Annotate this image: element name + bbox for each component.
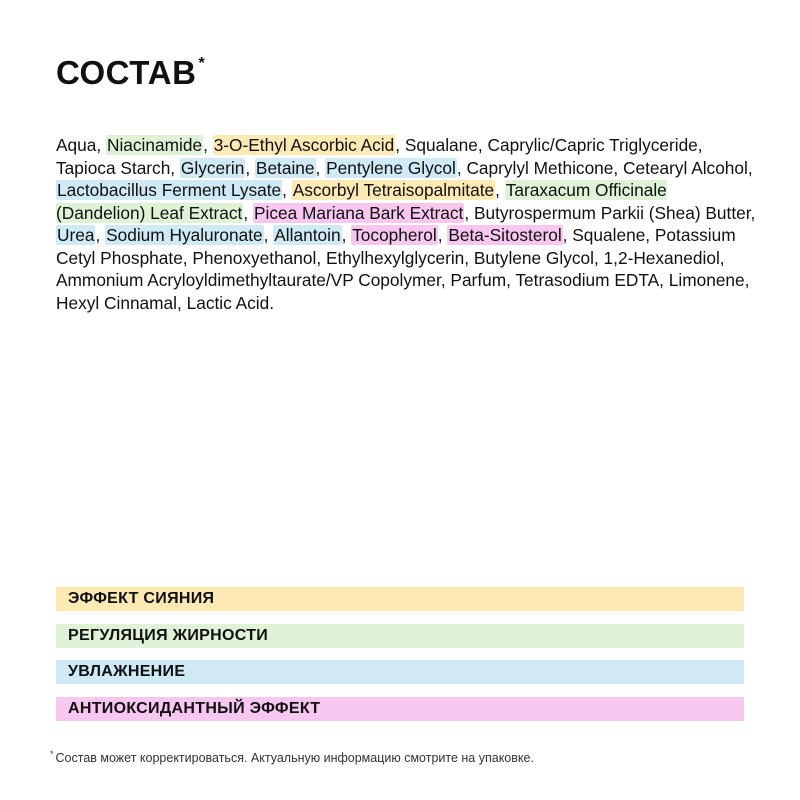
- ingredient-highlight-oil-control: Niacinamide: [106, 135, 203, 155]
- ingredient-text: ,: [243, 202, 253, 223]
- ingredient-highlight-radiance: 3-O-Ethyl Ascorbic Acid: [213, 135, 395, 155]
- page-title: [56, 48, 205, 93]
- ingredient-text: , Butyrospermum Parkii (Shea) Butter,: [464, 202, 756, 223]
- ingredient-text: , Squalene, Potassium Cetyl Phosphate, Phenoxyethanol, Ethylhexylglycerin, Butylene Glycol, 1,2-Hexanediol, Ammonium Acryloyldimethyltaurate/VP Copolymer, Parfum, Tetrasodium EDTA, Limonene, Hexyl Cinnamal, Lactic Acid.: [56, 225, 750, 313]
- ingredient-text: ,: [95, 225, 106, 245]
- legend-label: АНТИОКСИДАНТНЫЙ ЭФФЕКТ: [68, 699, 321, 717]
- ingredient-highlight-hydration: Pentylene Glycol: [326, 157, 456, 178]
- legend-item-oil-control: [56, 624, 744, 648]
- footnote-text: Состав может корректироваться. Актуальную информацию смотрите на упаковке.: [55, 751, 534, 766]
- ingredient-text: ,: [341, 225, 352, 245]
- ingredient-highlight-hydration: Glycerin: [180, 157, 245, 178]
- ingredient-highlight-antioxidant: Picea Mariana Bark Extract: [253, 202, 464, 223]
- ingredient-highlight-oil-control: Taraxacum Officinale (Dandelion) Leaf Extract: [56, 180, 667, 223]
- ingredient-text: ,: [315, 157, 326, 178]
- ingredient-text: Aqua: [56, 135, 97, 155]
- legend-label: РЕГУЛЯЦИЯ ЖИРНОСТИ: [68, 626, 269, 644]
- legend: [56, 587, 744, 733]
- ingredient-highlight-hydration: Allantoin: [274, 225, 341, 245]
- ingredient-text: ,: [263, 225, 274, 245]
- title-asterisk: *: [198, 55, 206, 72]
- legend-label: ЭФФЕКТ СИЯНИЯ: [68, 590, 215, 607]
- ingredient-text: ,: [245, 157, 255, 178]
- ingredient-text: ,: [495, 180, 505, 200]
- legend-item-radiance: [56, 587, 744, 611]
- ingredient-highlight-hydration: Lactobacillus Ferment Lysate: [57, 180, 282, 200]
- legend-item-hydration: [56, 660, 744, 684]
- title-text: СОСТАВ: [56, 54, 197, 91]
- legend-label: УВЛАЖНЕНИЕ: [68, 663, 186, 680]
- ingredient-highlight-radiance: Ascorbyl Tetraisopalmitate: [292, 180, 495, 200]
- ingredient-text: , Caprylyl Methicone, Cetearyl Alcohol,: [456, 157, 753, 178]
- ingredients-list: [56, 134, 756, 314]
- ingredient-highlight-hydration: Urea: [57, 225, 95, 245]
- ingredient-highlight-antioxidant: Beta-Sitosterol: [448, 225, 562, 245]
- ingredient-text: , Squalane, Caprylic/Capric Triglyceride, Tapioca Starch,: [56, 135, 703, 178]
- footnote-asterisk: *: [50, 749, 54, 759]
- footnote: [50, 749, 534, 765]
- ingredient-highlight-hydration: Betaine: [255, 157, 315, 178]
- ingredient-highlight-antioxidant: Tocopherol: [352, 225, 437, 245]
- legend-item-antioxidant: [56, 697, 744, 721]
- ingredient-text: ,: [282, 180, 292, 200]
- ingredient-highlight-hydration: Sodium Hyaluronate: [106, 225, 263, 245]
- ingredient-text: ,: [96, 135, 106, 155]
- ingredient-text: ,: [437, 225, 448, 245]
- ingredient-text: ,: [203, 135, 213, 155]
